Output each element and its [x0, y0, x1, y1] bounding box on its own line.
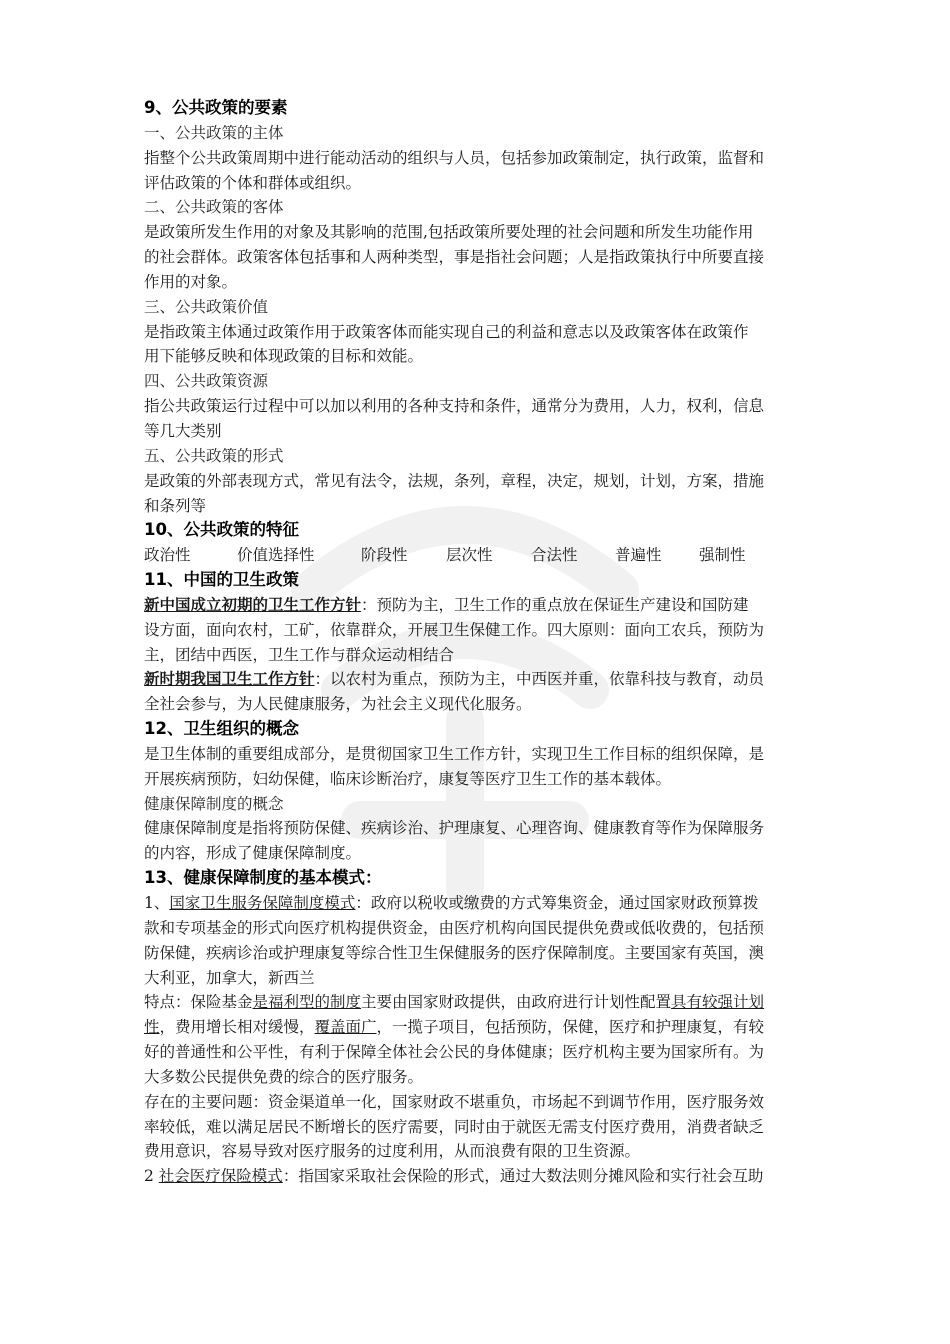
policy-subject-heading: 一、公共政策的主体: [144, 123, 284, 142]
paragraph-line: 的内容，形成了健康保障制度。: [144, 844, 362, 863]
paragraph-line: 指整个公共政策周期中进行能动活动的组织与人员，包括参加政策制定，执行政策，监督和: [144, 148, 765, 167]
paragraph-line: 和条列等: [144, 496, 207, 515]
feature-text: ，一揽子项目，包括预防，保健，医疗和护理康复，有较: [376, 1018, 765, 1037]
section-12-title: 12、卫生组织的概念: [144, 719, 299, 739]
new-policy-label: 新时期我国卫生工作方针: [144, 669, 315, 689]
paragraph-line: 款和专项基金的形式向医疗机构提供资金，由医疗机构向国民提供免费或低收费的，包括预: [144, 918, 765, 937]
paragraph-line: [144, 1015, 820, 1040]
paragraph-line: 大利亚，加拿大，新西兰: [144, 968, 315, 987]
section-13-title: 13、健康保障制度的基本模式：: [144, 868, 382, 888]
paragraph-line: [144, 1164, 820, 1189]
paragraph-line: 全社会参与，为人民健康服务，为社会主义现代化服务。: [144, 695, 532, 714]
feature-item: 价值选择性: [237, 546, 315, 565]
paragraph-line: 是指政策主体通过政策作用于政策客体而能实现自己的利益和意志以及政策客体在政策作: [144, 322, 749, 341]
paragraph-line: 用下能够反映和体现政策的目标和效能。: [144, 347, 424, 366]
early-policy-text: ：预防为主，卫生工作的重点放在保证生产建设和国防建: [361, 595, 749, 614]
policy-object-heading: 二、公共政策的客体: [144, 198, 284, 217]
model-2-label: 社会医疗保险模式: [158, 1167, 283, 1186]
feature-underlined: 具有较强计划: [671, 993, 765, 1012]
paragraph-line: 是政策所发生作用的对象及其影响的范围,包括政策所要处理的社会问题和所发生功能作用: [144, 223, 754, 242]
feature-underlined: 是福利型的制度: [252, 993, 362, 1012]
paragraph-line: 设方面，面向农村，工矿，依靠群众，开展卫生保健工作。四大原则：面向工农兵，预防为: [144, 620, 765, 639]
new-policy-text: ：以农村为重点，预防为主，中西医并重，依靠科技与教育，动员: [314, 670, 765, 689]
paragraph-line: 防保健，疾病诊治或护理康复等综合性卫生保健服务的医疗保障制度。主要国家有英国，澳: [144, 943, 765, 962]
feature-item: 普遍性: [615, 546, 662, 565]
health-security-heading: 健康保障制度的概念: [144, 794, 284, 813]
document-page: [144, 96, 820, 1189]
policy-features-list: [144, 543, 820, 568]
model-2-prefix: 2: [144, 1167, 159, 1186]
paragraph-line: 是卫生体制的重要组成部分，是贯彻国家卫生工作方针，实现卫生工作目标的组织保障，是: [144, 744, 765, 763]
feature-text: 特点：保险基金: [144, 993, 253, 1012]
paragraph-line: [144, 990, 820, 1015]
paragraph-line: 开展疾病预防，妇幼保健，临床诊断治疗，康复等医疗卫生工作的基本载体。: [144, 769, 672, 788]
paragraph-line: 费用意识，容易导致对医疗服务的过度利用，从而浪费有限的卫生资源。: [144, 1142, 641, 1161]
paragraph-line: [144, 891, 820, 916]
paragraph-line: 的社会群体。政策客体包括事和人两种类型，事是指社会问题；人是指政策执行中所要直接: [144, 248, 765, 267]
paragraph-line: 是政策的外部表现方式，常见有法令，法规，条列，章程，决定，规划，计划，方案，措施: [144, 471, 765, 490]
feature-item: 合法性: [531, 546, 578, 565]
model-1-prefix: 1、: [144, 894, 170, 912]
feature-underlined: 性: [144, 1018, 160, 1037]
model-1-label: 国家卫生服务保障制度模式: [169, 894, 356, 912]
section-11-title: 11、中国的卫生政策: [144, 570, 299, 590]
paragraph-line: 存在的主要问题：资金渠道单一化，国家财政不堪重负，市场起不到调节作用，医疗服务效: [144, 1092, 765, 1111]
paragraph-line: 作用的对象。: [144, 272, 238, 291]
policy-value-heading: 三、公共政策价值: [144, 297, 269, 316]
section-10-title: 10、公共政策的特征: [144, 520, 299, 540]
section-9-title: 9、公共政策的要素: [144, 98, 288, 117]
feature-item: 阶段性: [361, 546, 408, 565]
paragraph-line: 健康保障制度是指将预防保健、疾病诊治、护理康复、心理咨询、健康教育等作为保障服务: [144, 819, 765, 838]
model-1-text: ：政府以税收或缴费的方式筹集资金，通过国家财政预算拨: [355, 894, 759, 912]
feature-underlined: 覆盖面广: [314, 1018, 377, 1037]
paragraph-line: 指公共政策运行过程中可以加以利用的各种支持和条件，通常分为费用，人力，权利，信息: [144, 397, 765, 416]
paragraph-line: [144, 593, 820, 618]
paragraph-line: 率较低，难以满足居民不断增长的医疗需要，同时由于就医无需支付医疗费用，消费者缺乏: [144, 1117, 765, 1136]
paragraph-line: [144, 667, 820, 692]
policy-resource-heading: 四、公共政策资源: [144, 372, 269, 391]
feature-item: 政治性: [144, 546, 191, 565]
paragraph-line: 大多数公民提供免费的综合的医疗服务。: [144, 1067, 424, 1086]
feature-item: 层次性: [446, 546, 493, 565]
model-2-text: ：指国家采取社会保险的形式，通过大数法则分摊风险和实行社会互助: [282, 1167, 764, 1186]
early-policy-label: 新中国成立初期的卫生工作方针: [144, 594, 362, 614]
paragraph-line: 等几大类别: [144, 421, 222, 440]
feature-text: ，费用增长相对缓慢，: [159, 1018, 315, 1037]
feature-text: 主要由国家财政提供，由政府进行计划性配置: [361, 993, 672, 1012]
feature-item: 强制性: [699, 546, 746, 565]
paragraph-line: 评估政策的个体和群体或组织。: [144, 173, 362, 192]
policy-form-heading: 五、公共政策的形式: [144, 446, 284, 465]
paragraph-line: 好的普通性和公平性，有利于保障全体社会公民的身体健康；医疗机构主要为国家所有。为: [144, 1043, 765, 1062]
paragraph-line: 主，团结中西医，卫生工作与群众运动相结合: [144, 645, 455, 664]
